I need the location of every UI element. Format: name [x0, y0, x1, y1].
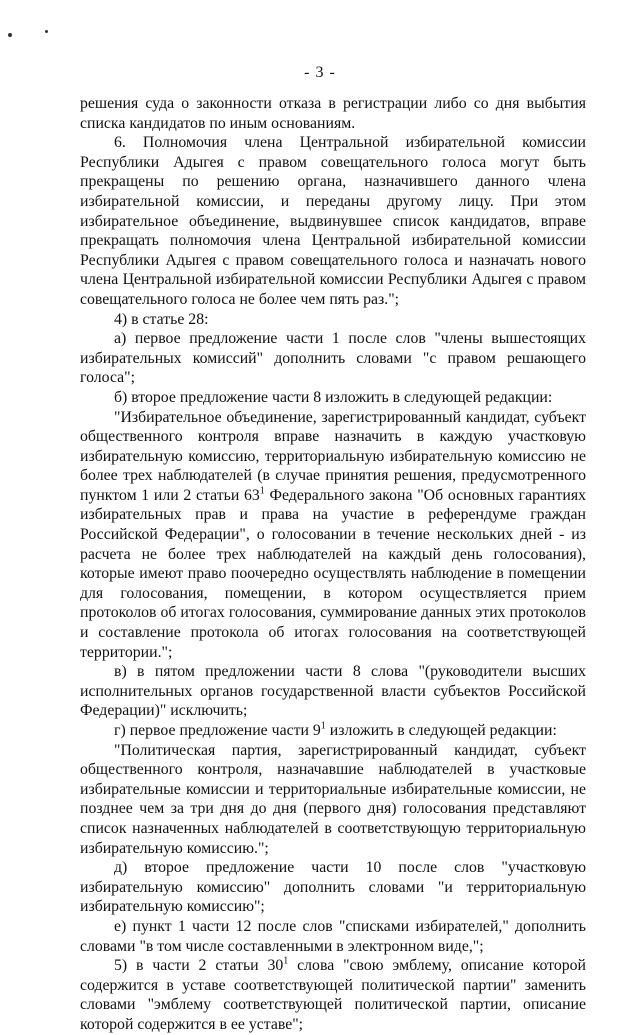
paragraph: решения суда о законности отказа в регистрации либо со дня выбытия списка кандидатов по иным основаниям. — [80, 95, 586, 132]
scan-speck — [45, 30, 48, 33]
paragraph-text: слова "свою эмблему, описание которой содержится в уставе соответствующей политической партии" заменить словами "эмблему соответствующей политической партии, описание которой содержится в ее уставе"; — [80, 957, 586, 1033]
paragraph-text: "Избирательное объединение, зарегистрированный кандидат, субъект общественного контроля вправе назначить в каждую участковую избирательную комиссию, территориальную избирательную комиссию не более трех наблюдателей (в случае принятия решения, предусмотренного пунктом 1 или 2 статьи 63 — [80, 408, 586, 504]
paragraph: е) пункт 1 части 12 после слов "списками избирателей," дополнить словами "в том числе составленными в электронном виде,"; — [80, 917, 586, 955]
scan-speck — [8, 33, 12, 37]
superscript: 1 — [283, 955, 289, 967]
page-number: - 3 - — [304, 64, 336, 81]
paragraph: "Политическая партия, зарегистрированный кандидат, субъект общественного контроля, назначавшие наблюдателей в участковые избирательные комиссии и территориальные избирательные комиссии, не позднее чем за три дня до дня (первого дня) голосования представляют список назначенных наблюдателей в соответствующую территориальную избирательную комиссию."; — [80, 741, 586, 857]
paragraph — [80, 956, 586, 1034]
paragraph-text: 5) в части 2 статьи 30 — [114, 957, 284, 975]
superscript: 1 — [259, 485, 265, 497]
paragraph: д) второе предложение части 10 после слов "участковую избирательную комиссию" дополнить словами "и территориальную избирательную комиссию"; — [80, 859, 586, 916]
document-body — [80, 94, 586, 1035]
paragraph-text: г) первое предложение части 9 — [114, 722, 321, 739]
paragraph: в) в пятом предложении части 8 слова "(руководители высших исполнительных органов государственной власти субъектов Российской Федерации)" исключить; — [80, 663, 586, 720]
paragraph: 6. Полномочия члена Центральной избирательной комиссии Республики Адыгея с правом совещательного голоса могут быть прекращены по решению органа, назначившего данного члена избирательной комиссии, и переданы другому лицу. При этом избирательное объединение, выдвинувшее список кандидатов, вправе прекращать полномочия члена Центральной избирательной комиссии Республики Адыгея с правом совещательного голоса и назначать нового члена Центральной избирательной комиссии Республики Адыгея с правом совещательного голоса не более чем пять раз."; — [80, 134, 586, 308]
paragraph — [80, 721, 586, 741]
superscript: 1 — [320, 720, 326, 732]
paragraph: б) второе предложение части 8 изложить в следующей редакции: — [114, 388, 553, 406]
paragraph — [80, 408, 586, 663]
paragraph-text: Федерального закона "Об основных гарантиях избирательных прав и права на участие в референдуме граждан Российской Федерации", о голосовании в течение нескольких дней - из расчета не более трех наблюдателей на каждый день голосования), которые имеют право поочередно осуществлять наблюдение в помещении для голосования, помещении, в котором осуществляется прием протоколов об итогах голосования, суммирование данных этих протоколов и составление протокола об итогах голосования на соответствующей территории."; — [80, 486, 587, 661]
paragraph: 4) в статье 28: — [114, 310, 209, 328]
paragraph: а) первое предложение части 1 после слов "члены вышестоящих избирательных комиссий" дополнить словами "с правом решающего голоса"; — [80, 330, 586, 387]
paragraph-text: изложить в следующей редакции: — [325, 722, 557, 739]
